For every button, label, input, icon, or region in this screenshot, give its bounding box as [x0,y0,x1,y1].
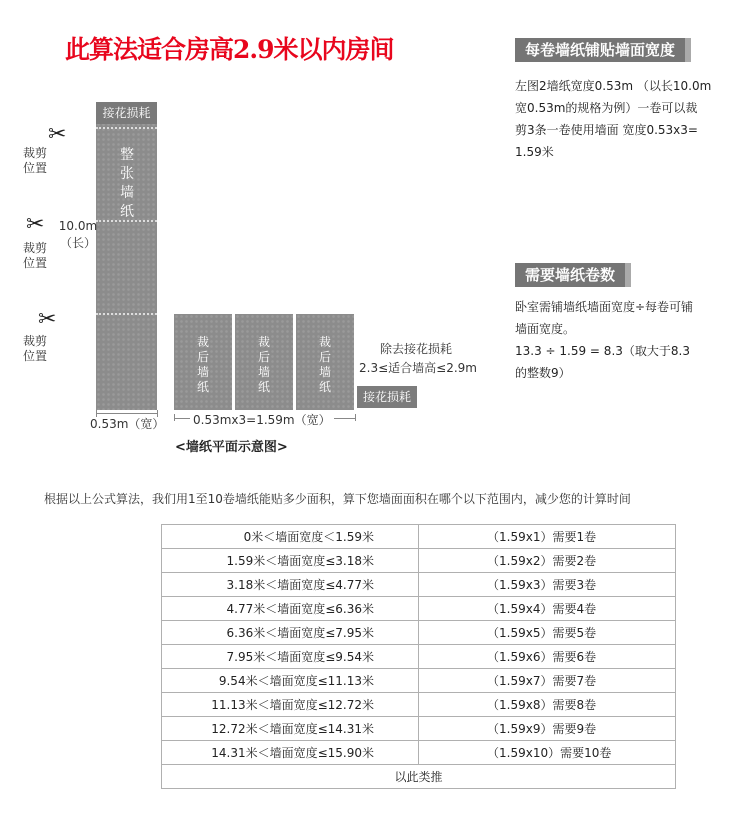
range-cell: 4.77米＜墙面宽度≤6.36米 [162,597,419,621]
cut-position-label: 裁剪位置 [22,146,47,175]
table-row [162,669,676,693]
table-row [162,573,676,597]
result-cell: （1.59x7）需要7卷 [419,669,676,693]
roll-width-paragraph: 左图2墙纸宽度0.53m （以长10.0m 宽0.53m的规格为例）一卷可以裁 剪3条一卷使用墙面 宽度0.53x3= 1.59米 [515,79,712,159]
range-table [161,524,676,789]
strip-waste-label: 接花损耗 [96,102,157,124]
length-label: 10.0m [58,219,98,233]
range-cell: 6.36米＜墙面宽度≤7.95米 [162,621,419,645]
cut-strip-label: 裁 后 墙 纸 [196,335,209,394]
range-cell: 7.95米＜墙面宽度≤9.54米 [162,645,419,669]
result-cell: （1.59x6）需要6卷 [419,645,676,669]
table-row [162,597,676,621]
range-cell: 14.31米＜墙面宽度≤15.90米 [162,741,419,765]
diagram-caption: <墙纸平面示意图> [175,440,288,455]
table-row [162,525,676,549]
intro-text: 根据以上公式算法，我们用1至10卷墙纸能贴多少面积，算下您墙面面积在哪个以下范围内，减少您的计算时间 [44,492,631,506]
scissors-icon: ✂ [48,122,67,147]
range-cell: 1.59米＜墙面宽度≤3.18米 [162,549,419,573]
table-footer: 以此类推 [162,765,676,789]
full-strip-label: 整 张 墙 纸 [120,147,134,220]
result-cell: （1.59x3）需要3卷 [419,573,676,597]
width-axis [96,413,157,414]
range-cell: 11.13米＜墙面宽度≤12.72米 [162,693,419,717]
cut-strip-label: 裁 后 墙 纸 [257,335,270,394]
table-row [162,693,676,717]
axis-tick [355,414,356,421]
table-row [162,621,676,645]
axis-tick [174,414,175,421]
cut-strip-label: 裁 后 墙 纸 [318,335,331,394]
roll-count-paragraph: 卧室需铺墙纸墙面宽度÷每卷可铺 墙面宽度。 13.3 ÷ 1.59 = 8.3（取大于8.3 的整数9） [515,300,694,380]
length-label-suffix: （长） [59,236,96,250]
cut-position-label: 裁剪位置 [22,334,47,363]
range-cell: 0米＜墙面宽度＜1.59米 [162,525,419,549]
section-heading-roll-count: 需要墙纸卷数 [515,263,631,287]
table-footer-row [162,765,676,789]
wall-height-range: 2.3≤适合墙高≤2.9m [359,361,477,375]
scissors-icon: ✂ [26,212,45,237]
table-row [162,741,676,765]
result-cell: （1.59x5）需要5卷 [419,621,676,645]
result-cell: （1.59x2）需要2卷 [419,549,676,573]
single-width-label: 0.53m（宽） [90,417,165,431]
result-cell: （1.59x8）需要8卷 [419,693,676,717]
result-cell: （1.59x4）需要4卷 [419,597,676,621]
minus-waste-label: 除去接花损耗 [380,342,453,356]
section-heading-roll-width: 每卷墙纸铺贴墙面宽度 [515,38,691,62]
scissors-icon: ✂ [38,307,57,332]
table-row [162,549,676,573]
result-cell: （1.59x1）需要1卷 [419,525,676,549]
table-row [162,717,676,741]
page-title: 此算法适合房高2.9米以内房间 [65,35,394,64]
cut-line [96,127,157,129]
range-cell: 12.72米＜墙面宽度≤14.31米 [162,717,419,741]
cut-position-label: 裁剪位置 [22,241,47,270]
range-cell: 3.18米＜墙面宽度≤4.77米 [162,573,419,597]
waste-piece: 接花损耗 [357,386,417,408]
cut-line [96,313,157,315]
total-width-label: 0.53mx3=1.59m（宽） [190,411,334,428]
table-row [162,645,676,669]
result-cell: （1.59x9）需要9卷 [419,717,676,741]
result-cell: （1.59x10）需要10卷 [419,741,676,765]
range-cell: 9.54米＜墙面宽度≤11.13米 [162,669,419,693]
